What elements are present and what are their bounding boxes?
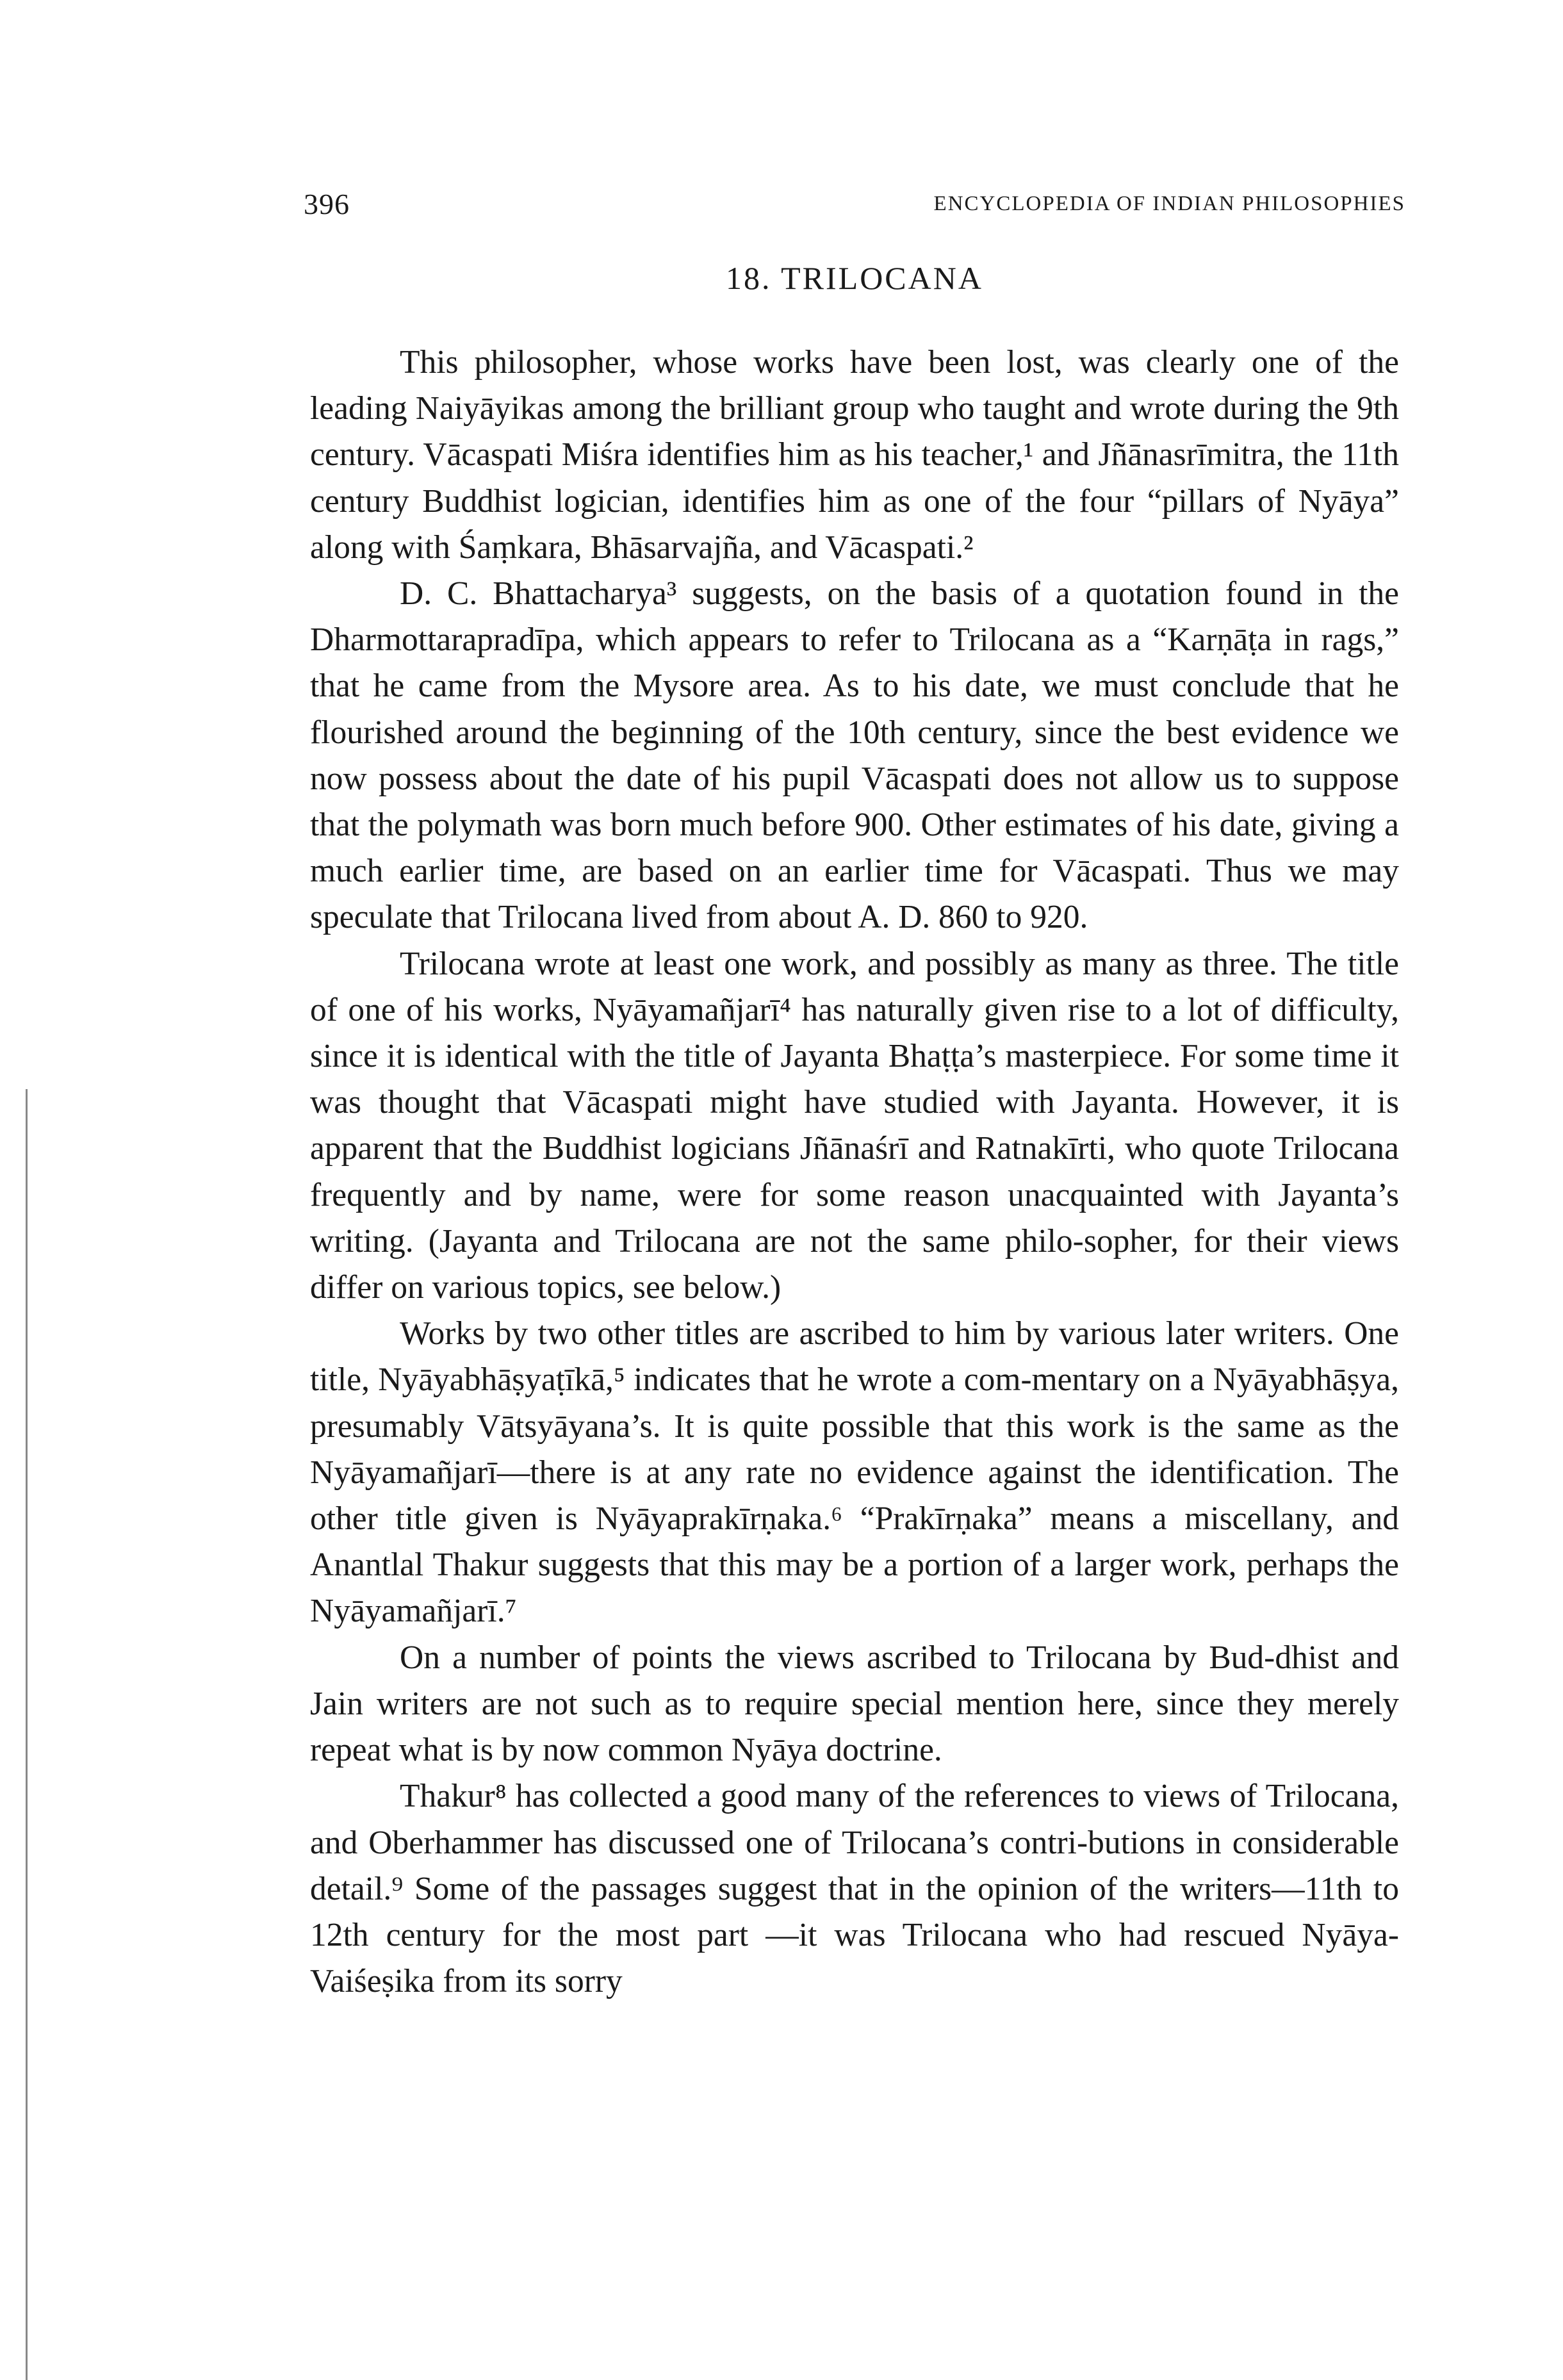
page-number: 396	[304, 188, 350, 220]
paragraph: Works by two other titles are ascribed to him by various later writers. One title, Nyāyabhāṣyaṭīkā,⁵ indicates that he wrote a com-mentary on a Nyāyabhāṣya, presumably Vātsyāyana’s. It is quite possible that this work is the same as the Nyāyamañjarī—there is at any rate no evidence against the identification. The other title given is Nyāyaprakīrṇaka.⁶ “Prakīrṇaka” means a miscellany, and Anantlal Thakur suggests that this may be a portion of a larger work, perhaps the Nyāyamañjarī.⁷	[310, 1315, 1399, 1630]
chapter-title: 18. TRILOCANA	[726, 260, 983, 296]
paragraph: Thakur⁸ has collected a good many of the references to views of Trilocana, and Oberhammer has discussed one of Trilocana’s contri-butions in considerable detail.⁹ Some of the passages suggest that in the opinion of the writers—11th to 12th century for the most part —it was Trilocana who had rescued Nyāya-Vaiśeṣika from its sorry	[310, 1778, 1399, 2000]
paragraph: This philosopher, whose works have been lost, was clearly one of the leading Naiyāyikas among the brilliant group who taught and wrote during the 9th century. Vācaspati Miśra identifies him as his teacher,¹ and Jñānasrīmitra, the 11th century Buddhist logician, identifies him as one of the four “pillars of Nyāya” along with Śaṃkara, Bhāsarvajña, and Vācaspati.²	[310, 344, 1399, 566]
running-head: ENCYCLOPEDIA OF INDIAN PHILOSOPHIES	[933, 192, 1405, 215]
body-text	[310, 340, 1399, 2005]
page-header	[304, 187, 1405, 226]
paragraph: D. C. Bhattacharya³ suggests, on the basis of a quotation found in the Dharmottarapradīpa, which appears to refer to Trilocana as a “Karṇāṭa in rags,” that he came from the Mysore area. As to his date, we must conclude that he flourished around the beginning of the 10th century, since the best evidence we now possess about the date of his pupil Vācaspati does not allow us to suppose that the polymath was born much before 900. Other estimates of his date, giving a much earlier time, are based on an earlier time for Vācaspati. Thus we may speculate that Trilocana lived from about A. D. 860 to 920.	[310, 575, 1399, 936]
scan-margin-line	[26, 1089, 28, 2380]
paragraph: Trilocana wrote at least one work, and possibly as many as three. The title of one of his works, Nyāyamañjarī⁴ has naturally given rise to a lot of difficulty, since it is identical with the title of Jayanta Bhaṭṭa’s masterpiece. For some time it was thought that Vācaspati might have studied with Jayanta. However, it is apparent that the Buddhist logicians Jñānaśrī and Ratnakīrti, who quote Trilocana frequently and by name, were for some reason unacquainted with Jayanta’s writing. (Jayanta and Trilocana are not the same philo-sopher, for their views differ on various topics, see below.)	[310, 945, 1399, 1306]
paragraph: On a number of points the views ascribed to Trilocana by Bud-dhist and Jain writers are not such as to require special mention here, since they merely repeat what is by now common Nyāya doctrine.	[310, 1639, 1399, 1769]
